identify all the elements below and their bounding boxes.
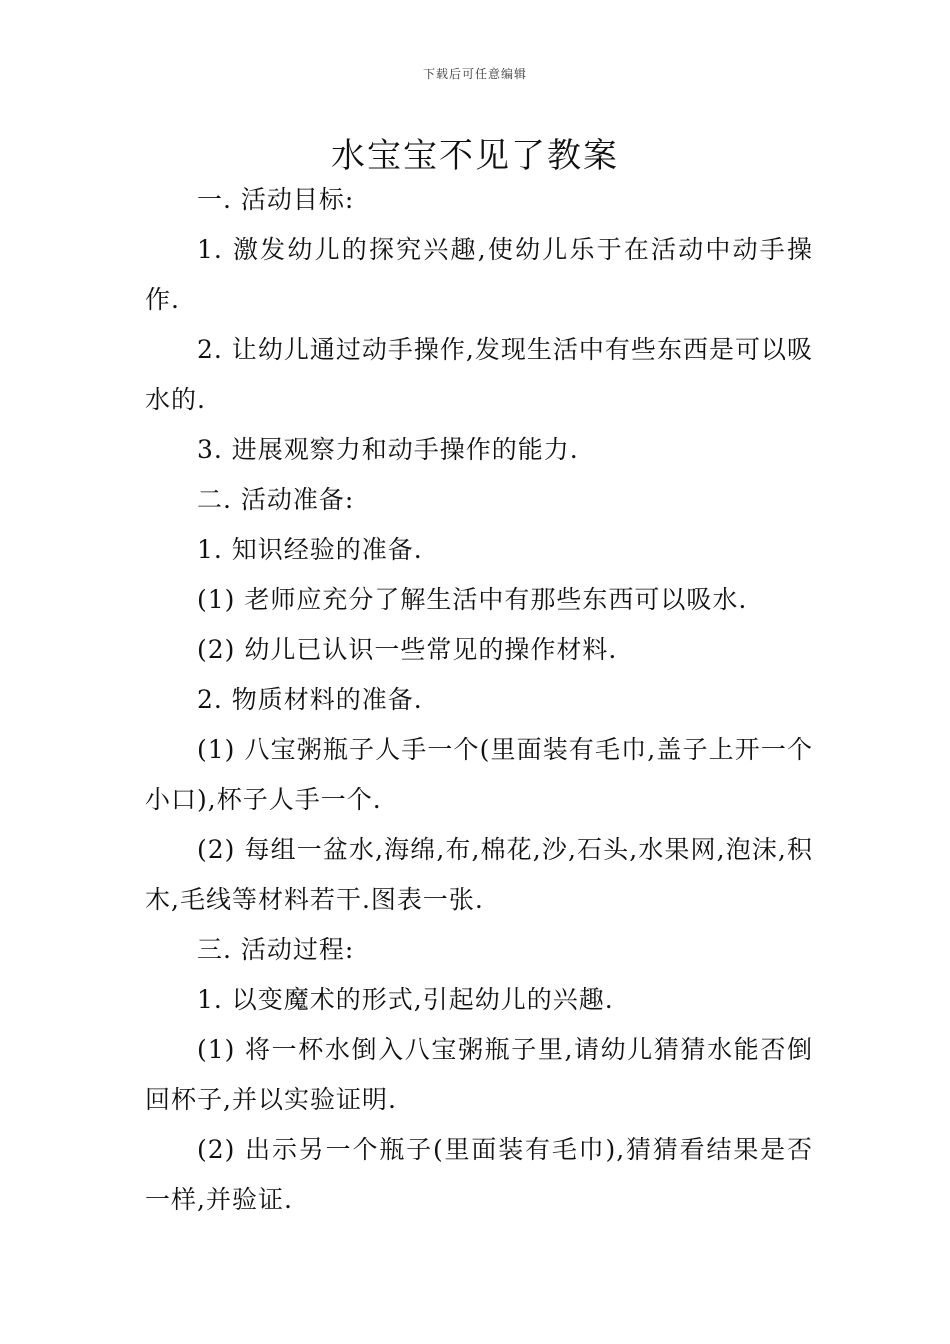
process-subitem-1-1: (1) 将一杯水倒入八宝粥瓶子里,请幼儿猜猜水能否倒回杯子,并以实验证明.	[145, 1035, 813, 1114]
document-body	[145, 175, 813, 1225]
preparation-subitem-1-2: (2) 幼儿已认识一些常见的操作材料.	[197, 635, 618, 664]
section-heading-preparation: 二. 活动准备:	[197, 485, 355, 514]
goal-item-2: 2. 让幼儿通过动手操作,发现生活中有些东西是可以吸水的.	[145, 335, 813, 414]
section-heading-process: 三. 活动过程:	[197, 935, 355, 964]
preparation-subitem-1-1: (1) 老师应充分了解生活中有那些东西可以吸水.	[197, 585, 748, 614]
preparation-subitem-2-1: (1) 八宝粥瓶子人手一个(里面装有毛巾,盖子上开一个小口),杯子人手一个.	[145, 735, 813, 814]
preparation-item-2: 2. 物质材料的准备.	[197, 685, 423, 714]
goal-item-1: 1. 激发幼儿的探究兴趣,使幼儿乐于在活动中动手操作.	[145, 235, 813, 314]
preparation-item-1: 1. 知识经验的准备.	[197, 535, 423, 564]
process-item-1: 1. 以变魔术的形式,引起幼儿的兴趣.	[197, 985, 614, 1014]
section-heading-goals: 一. 活动目标:	[197, 185, 355, 214]
process-subitem-1-2: (2) 出示另一个瓶子(里面装有毛巾),猜猜看结果是否一样,并验证.	[145, 1135, 813, 1214]
goal-item-3: 3. 进展观察力和动手操作的能力.	[197, 435, 579, 464]
preparation-subitem-2-2: (2) 每组一盆水,海绵,布,棉花,沙,石头,水果网,泡沫,积木,毛线等材料若干.图表一张.	[145, 835, 813, 914]
page-header-note: 下载后可任意编辑	[422, 67, 527, 81]
document-title: 水宝宝不见了教案	[331, 136, 619, 176]
